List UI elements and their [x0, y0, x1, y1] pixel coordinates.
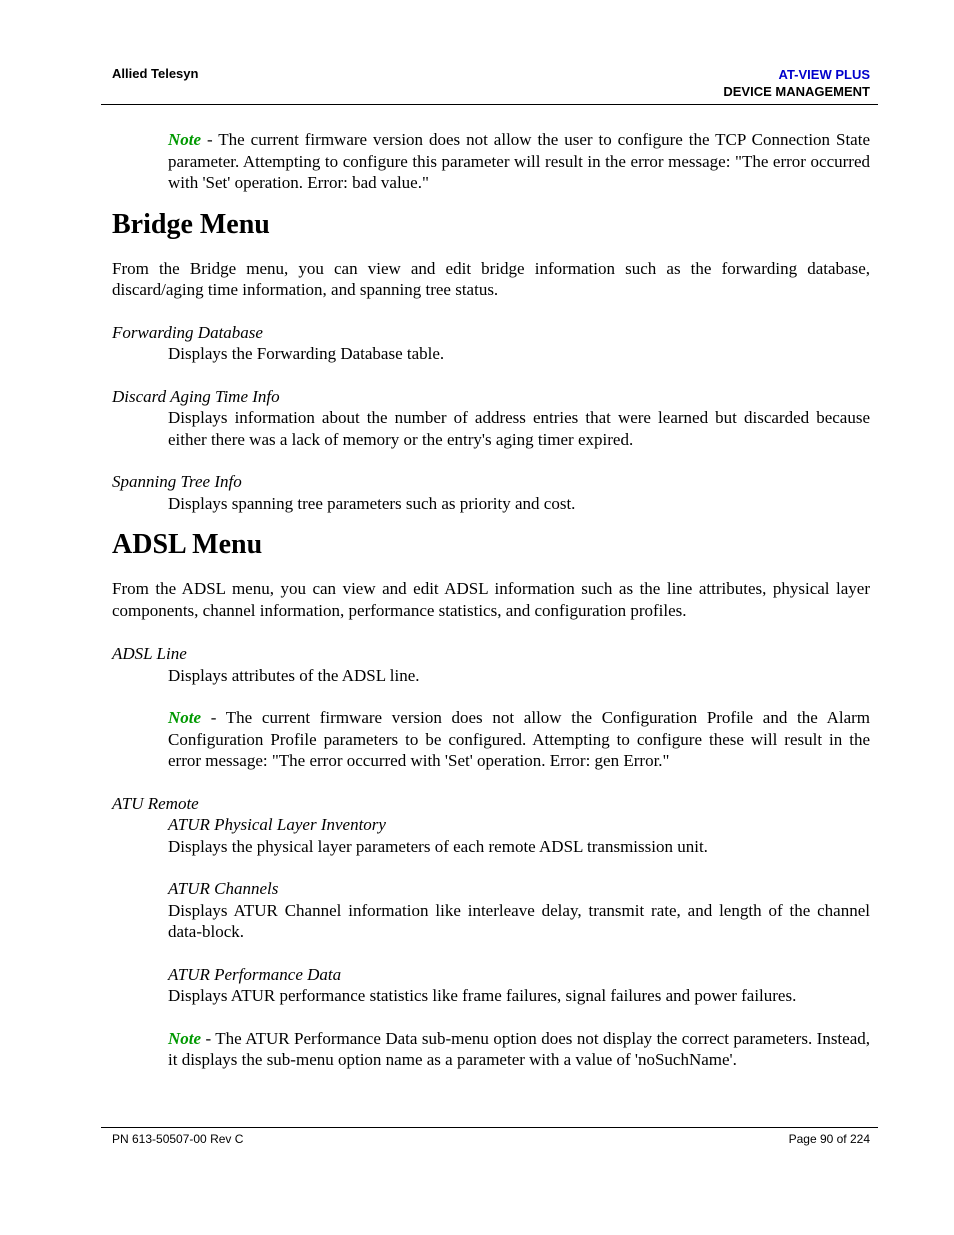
atur-channels-term: ATUR Channels [168, 879, 279, 898]
note-label: Note [168, 1028, 202, 1048]
atu-remote-term: ATU Remote [112, 793, 199, 813]
atur-performance-term: ATUR Performance Data [168, 964, 342, 984]
atur-physical-term: ATUR Physical Layer Inventory [168, 815, 386, 834]
note-label: Note [168, 708, 202, 727]
header-rule [101, 104, 878, 105]
atur-performance-desc: Displays ATUR performance statistics like frame failures, signal failures and power failures. [168, 986, 797, 1005]
header-company: Allied Telesyn [112, 66, 199, 81]
discard-aging-desc: Displays information about the number of address entries that were learned but discarded because either there was a lack of memory or the entry's aging timer expired. [168, 408, 870, 449]
footer-part-number: PN 613-50507-00 Rev C [112, 1132, 244, 1146]
atur-performance-note [168, 1028, 870, 1071]
adsl-intro: From the ADSL menu, you can view and edit ADSL information such as the line attributes, physical layer components, channel information, performance statistics, and configuration profiles. [112, 579, 870, 620]
footer-rule [101, 1127, 878, 1128]
header-right [723, 66, 870, 100]
note-label: Note [168, 130, 202, 149]
adsl-line-note [168, 707, 870, 772]
adsl-line-desc: Displays attributes of the ADSL line. [168, 665, 420, 685]
footer-page-number: Page 90 of 224 [788, 1132, 870, 1146]
page-content [112, 129, 870, 1071]
forwarding-database-desc: Displays the Forwarding Database table. [168, 344, 445, 363]
note-text: - The current firmware version does not allow the user to configure the TCP Connection State parameter. Attempting to configure this parameter will result in the error message: "The error occurred with 'Set' operation. Error: bad value." [168, 130, 870, 192]
note-text: - The ATUR Performance Data sub-menu option does not display the correct parameters. Instead, it displays the sub-menu option name as a parameter with a value of 'noSuchName'. [168, 1028, 870, 1069]
header-section: DEVICE MANAGEMENT [723, 84, 870, 99]
adsl-menu-heading: ADSL Menu [112, 529, 263, 560]
atur-channels-desc: Displays ATUR Channel information like interleave delay, transmit rate, and length of the channel data-block. [168, 900, 870, 941]
header-product: AT-VIEW PLUS [778, 67, 870, 82]
atur-physical-desc: Displays the physical layer parameters of each remote ADSL transmission unit. [168, 836, 708, 856]
spanning-tree-term: Spanning Tree Info [112, 472, 242, 491]
adsl-line-term: ADSL Line [112, 644, 187, 663]
forwarding-database-term: Forwarding Database [112, 322, 263, 342]
note-text: - The current firmware version does not allow the Configuration Profile and the Alarm Configuration Profile parameters to be configured. Attempting to configure these will result in the error message: "The error occurred with 'Set' operation. Error: gen Error." [168, 708, 870, 770]
bridge-intro: From the Bridge menu, you can view and edit bridge information such as the forwarding database, discard/aging time information, and spanning tree status. [112, 258, 870, 299]
discard-aging-term: Discard Aging Time Info [112, 386, 280, 406]
spanning-tree-desc: Displays spanning tree parameters such as priority and cost. [168, 493, 576, 513]
bridge-menu-heading: Bridge Menu [112, 208, 270, 240]
intro-note [168, 129, 870, 194]
